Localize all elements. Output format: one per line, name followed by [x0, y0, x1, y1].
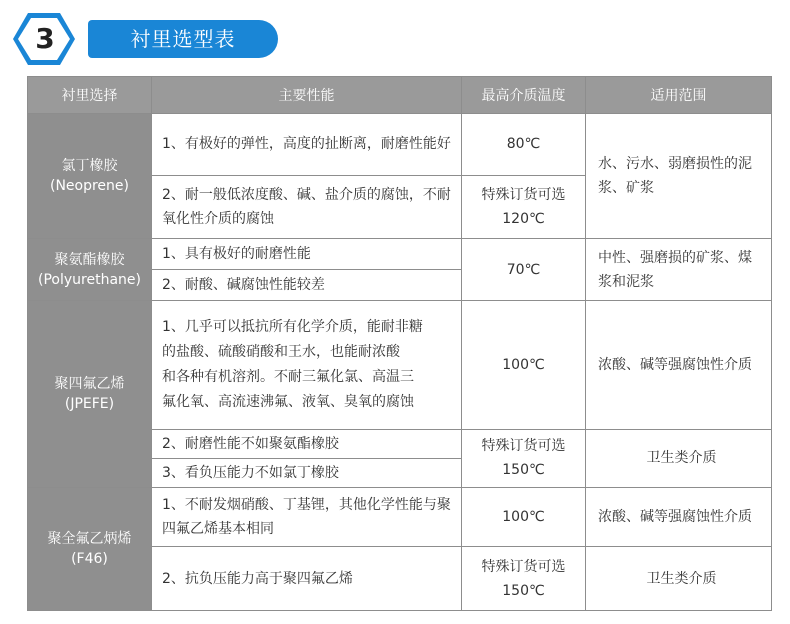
performance-cell: 1、几乎可以抵抗所有化学介质，能耐非糖 的盐酸、硫酸硝酸和王水，也能耐浓酸 和各种有机溶剂。不耐三氟化氯、高温三 氟化氧、高流速沸氟、液氧、臭氧的腐蚀 [152, 300, 462, 429]
temperature-cell: 100℃ [462, 300, 586, 429]
material-code: (F46) [71, 550, 108, 567]
table-row [28, 487, 772, 547]
table-row [28, 300, 772, 429]
range-cell: 浓酸、碱等强腐蚀性介质 [586, 487, 772, 547]
material-cell [28, 300, 152, 487]
performance-cell: 3、看负压能力不如氯丁橡胶 [152, 458, 462, 487]
temperature-cell: 特殊订货可选 150℃ [462, 547, 586, 611]
material-cell [28, 114, 152, 239]
lining-selection-table [27, 76, 772, 611]
temperature-cell: 特殊订货可选 120℃ [462, 175, 586, 239]
performance-cell: 1、不耐发烟硝酸、丁基锂，其他化学性能与聚四氟乙烯基本相同 [152, 487, 462, 547]
temperature-cell: 70℃ [462, 239, 586, 301]
table-row [28, 114, 772, 176]
material-cell [28, 239, 152, 301]
material-code: (Polyurethane) [38, 271, 141, 288]
performance-cell: 2、耐磨性能不如聚氨酯橡胶 [152, 430, 462, 459]
performance-cell: 2、抗负压能力高于聚四氟乙烯 [152, 547, 462, 611]
header-application-range: 适用范围 [586, 77, 772, 114]
table-header-row [28, 77, 772, 114]
performance-cell: 1、具有极好的耐磨性能 [152, 239, 462, 270]
performance-cell: 2、耐酸、碱腐蚀性能较差 [152, 270, 462, 301]
temperature-cell: 100℃ [462, 487, 586, 547]
temperature-cell: 80℃ [462, 114, 586, 176]
material-cell [28, 487, 152, 610]
header-performance: 主要性能 [152, 77, 462, 114]
section-title-banner [88, 20, 278, 58]
range-cell: 浓酸、碱等强腐蚀性介质 [586, 300, 772, 429]
range-cell: 卫生类介质 [586, 430, 772, 488]
range-cell: 水、污水、弱磨损性的泥浆、矿浆 [586, 114, 772, 239]
section-title: 衬里选型表 [130, 27, 236, 51]
header-lining: 衬里选择 [28, 77, 152, 114]
material-code: (Neoprene) [49, 178, 129, 195]
section-number: 3 [35, 22, 55, 55]
material-name: 氯丁橡胶 [61, 158, 118, 175]
material-code: (JPEFE) [64, 395, 115, 412]
range-cell: 卫生类介质 [586, 547, 772, 611]
header-max-temperature: 最高介质温度 [462, 77, 586, 114]
performance-cell: 2、耐一般低浓度酸、碱、盐介质的腐蚀，不耐氧化性介质的腐蚀 [152, 175, 462, 239]
range-cell: 中性、强磨损的矿浆、煤浆和泥浆 [586, 239, 772, 301]
material-name: 聚氨酯橡胶 [54, 251, 125, 268]
material-name: 聚全氟乙炳烯 [47, 530, 132, 547]
temperature-cell: 特殊订货可选 150℃ [462, 430, 586, 488]
material-name: 聚四氟乙烯 [54, 375, 125, 392]
performance-cell: 1、有极好的弹性，高度的扯断离，耐磨性能好 [152, 114, 462, 176]
table-row [28, 239, 772, 270]
